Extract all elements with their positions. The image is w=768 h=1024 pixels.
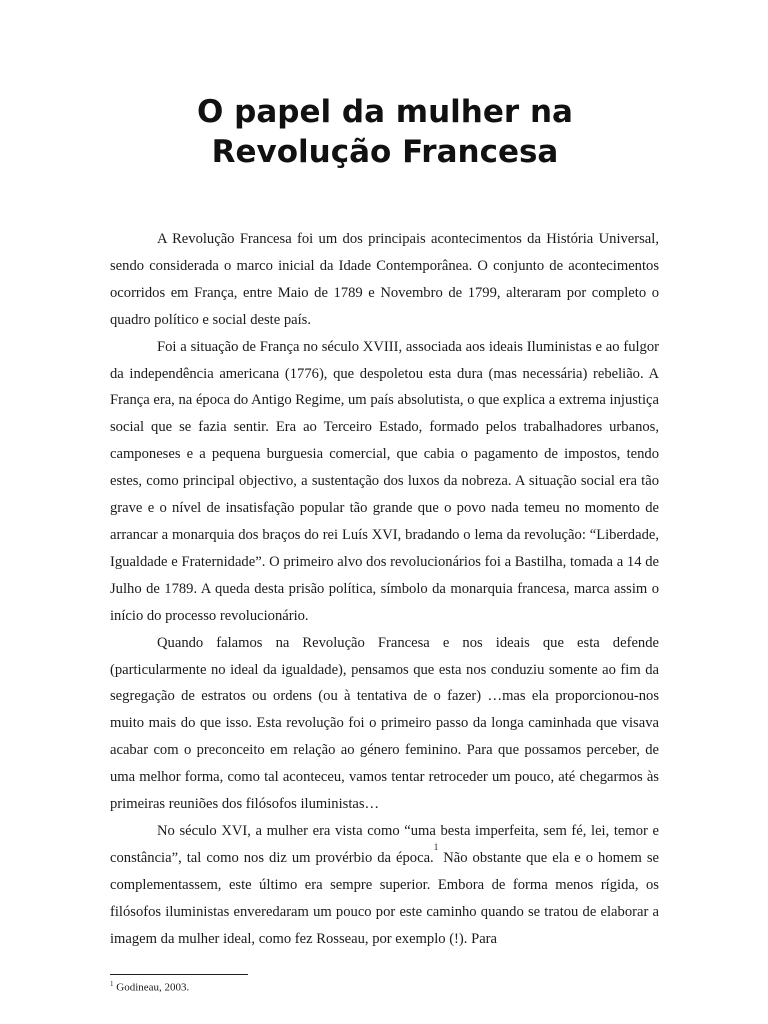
footnote-reference[interactable]: 1 (433, 841, 439, 852)
paragraph-4-text-b: Não obstante que ela e o homem se complementassem, este último era sempre superior. Embora de forma menos rígida, os filósofos iluministas enveredaram um pouco por este caminho quando se tratou de elaborar a imagem da mulher ideal, como fez Rosseau, por exemplo (!). Para (110, 849, 659, 947)
paragraph-4-text-a: No século XVI, a mulher era vista como “uma besta imperfeita, sem fé, lei, temor e constância”, tal como nos diz um provérbio da época. (110, 822, 659, 866)
footnote-text: Godineau, 2003. (113, 981, 190, 994)
paragraph-2: Foi a situação de França no século XVIII, associada aos ideais Iluministas e ao fulgor da independência americana (1776), que despoletou esta dura (mas necessária) rebelião. A França era, na época do Antigo Regime, um país absolutista, o que explica a extrema injustiça social que se fazia sentir. Era ao Terceiro Estado, formado pelos trabalhadores urbanos, camponeses e a pequena burguesia comercial, que cabia o pagamento de impostos, tendo estes, como principal objectivo, a sustentação dos luxos da nobreza. A situação social era tão grave e o nível de insatisfação popular tão grande que o povo nada temeu no momento de arrancar a monarquia dos braços do rei Luís XVI, bradando o lema da revolução: “Liberdade, Igualdade e Fraternidade”. O primeiro alvo dos revolucionários foi a Bastilha, tomada a 14 de Julho de 1789. A queda desta prisão política, símbolo da monarquia francesa, marca assim o início do processo revolucionário. (110, 338, 659, 624)
paragraph-3: Quando falamos na Revolução Francesa e nos ideais que esta defende (particularmente no ideal da igualdade), pensamos que esta nos conduziu somente ao fim da segregação de estratos ou ordens (ou à tentativa de o fazer) …mas ela proporcionou-nos muito mais do que isso. Esta revolução foi o primeiro passo da longa caminhada que visava acabar com o preconceito em relação ao género feminino. Para que possamos perceber, de uma melhor forma, como tal aconteceu, vamos tentar retroceder um pouco, até chegarmos às primeiras reuniões dos filósofos iluministas… (110, 634, 659, 813)
paragraph-1: A Revolução Francesa foi um dos principais acontecimentos da História Universal, sendo considerada o marco inicial da Idade Contemporânea. O conjunto de acontecimentos ocorridos em França, entre Maio de 1789 e Novembro de 1799, alteraram por completo o quadro político e social deste país. (110, 231, 659, 328)
footnote-number: 1 (110, 980, 114, 988)
title-line-2: Revolução Francesa (211, 134, 559, 170)
footnote (110, 980, 189, 994)
footnote-divider (110, 974, 248, 975)
title-line-1: O papel da mulher na (197, 94, 573, 130)
paragraph-4 (110, 818, 659, 953)
page-title (100, 92, 670, 172)
body-text (110, 226, 659, 952)
